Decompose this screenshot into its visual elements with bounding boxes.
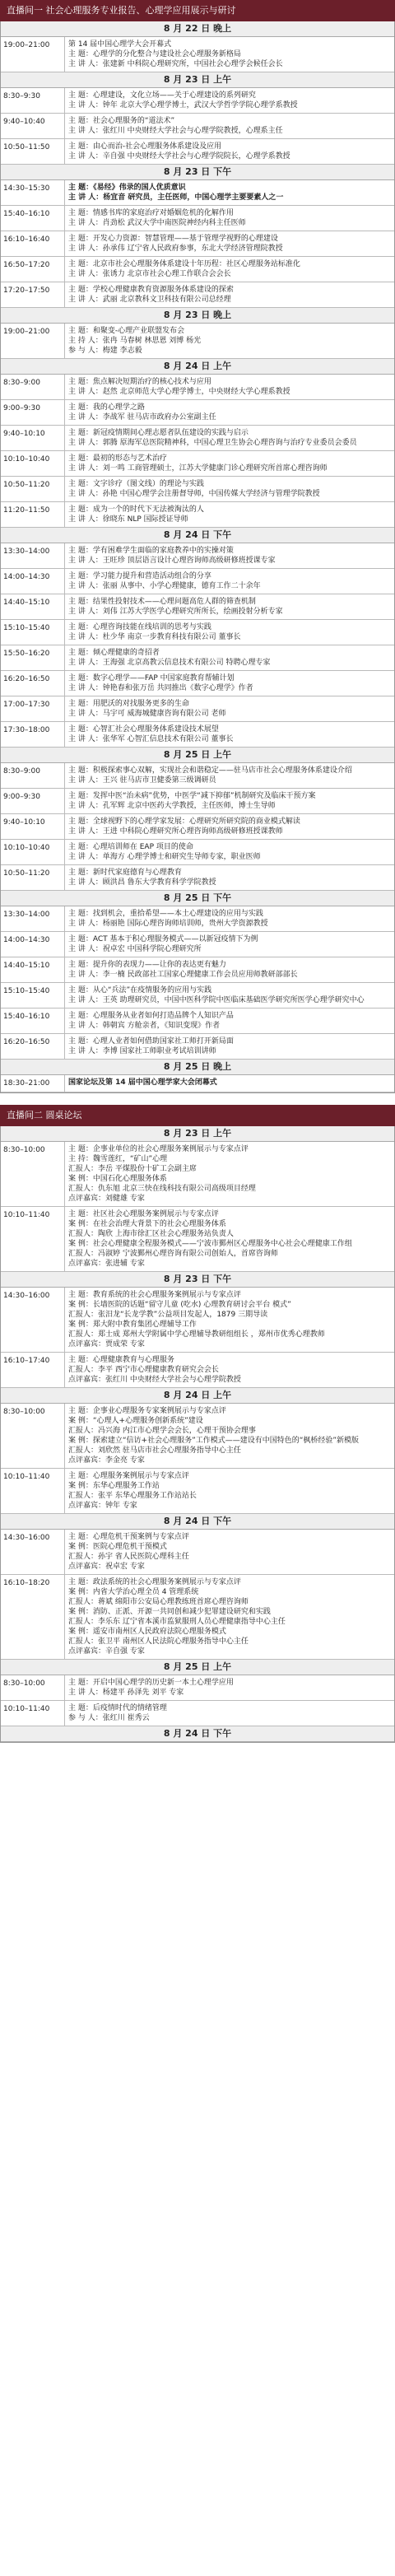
session-line: 点评嘉宾：李金亮 专家 <box>68 1456 145 1465</box>
schedule-row <box>1 1009 394 1034</box>
session-line: 主 讲 人：王海强 北京高教云信息技术有限公司 特聘心理专家 <box>68 659 271 667</box>
session-line: 案 例：郑大附中教育集团心理辅导工作 <box>68 1321 197 1329</box>
session-line: 主 讲 人：单海方 心理学博士和研究生导师专家，职业医师 <box>68 853 261 861</box>
session-line: 案 例：消防、正派、开源一共同创和减少犯罪建设研究和实践 <box>68 1608 271 1616</box>
time-slot: 8:30–9:00 <box>1 763 65 788</box>
session-line: 案 例：“心理人+心理服务创新系统”建设 <box>68 1417 203 1425</box>
schedule-row <box>1 1675 394 1701</box>
schedule-row <box>1 932 394 957</box>
time-slot: 14:30–16:00 <box>1 1530 65 1574</box>
session-line: 主 题：心理学的分化整合与建设社会心理服务新格局 <box>68 50 241 58</box>
session-line: 主 讲 人：辛自强 中央财经大学社会与心理学院院长，心理学系教授 <box>68 152 290 161</box>
time-slot: 8:30–10:00 <box>1 1404 65 1468</box>
day-header: 8 月 25 日 上午 <box>1 1660 394 1675</box>
session-line: 汇报人：刘欣然 驻马店市社会心理服务指导中心主任 <box>68 1446 241 1455</box>
day-header: 8 月 25 日 下午 <box>1 891 394 906</box>
time-slot: 17:20–17:50 <box>1 282 65 307</box>
session-line: 主 题：《易经》伟录的国人优质意识 <box>68 184 186 192</box>
session-line: 主 题：提升你的表现力——让你的表达更有魅力 <box>68 961 226 969</box>
session-line: 主 题：开发心力资源：智慧管理——基于管理学视野的心理建设 <box>68 235 278 243</box>
session-line: 主 讲 人：韩朝宾 方舱亲者，《知识变现》作者 <box>68 1022 221 1030</box>
time-slot: 8:30–10:00 <box>1 1675 65 1700</box>
session-line: 汇报人：冯兴海 内江市心理学会会长，心理干预协会理事 <box>68 1427 256 1435</box>
schedule-row <box>1 763 394 789</box>
time-slot: 10:10–10:40 <box>1 840 65 864</box>
banner-title: 直播间二 圆桌论坛 <box>7 1110 82 1120</box>
session-line: 主 讲 人：郭腾 原海军总医院精神科，中国心理卫生协会心理咨询与治疗专业委员会委员 <box>68 439 357 447</box>
schedule-row <box>1 1034 394 1060</box>
session-line: 主 讲 人：杨宜音 研究员，主任医师，中国心理学主要要素人之一 <box>68 193 284 202</box>
session-line: 主 题：企事业心理服务专家案例展示与专家点评 <box>68 1407 226 1415</box>
session-details <box>65 477 394 501</box>
session-details <box>65 231 394 256</box>
session-line: 点评嘉宾：祝卓宏 专家 <box>68 1563 145 1571</box>
session-line: 主 题：心理人业者如何借助国家社工师打开新局面 <box>68 1037 234 1046</box>
session-line: 主 题：学习能力提升和营造活动组合的分享 <box>68 572 211 580</box>
session-line: 主 题：政法系统的社会心理服务案例展示与专家点评 <box>68 1578 241 1586</box>
session-line: 主 题：从心“兵法”在疫情服务的应用与实践 <box>68 986 212 995</box>
schedule-row <box>1 1075 394 1092</box>
session-details <box>65 1288 394 1352</box>
schedule-row <box>1 620 394 645</box>
banner-title: 直播间一 社会心理服务专业报告、心理学应用展示与研讨 <box>7 5 236 16</box>
schedule-row <box>1 957 394 983</box>
schedule-row <box>1 114 394 139</box>
session-line: 主 题：心智汇社会心理服务体系建设技术展望 <box>68 725 219 734</box>
session-line: 主 讲 人：孙艳 中国心理学会注册督导师，中国传媒大学经济与管理学院教授 <box>68 490 320 498</box>
session-details <box>65 1034 394 1059</box>
session-line: 主 题：社区社会心理服务案例展示与专家点评 <box>68 1210 219 1218</box>
time-slot: 14:40–15:10 <box>1 957 65 982</box>
session-line: 主 题：企事业单位的社会心理服务案例展示与专家点评 <box>68 1145 249 1153</box>
time-slot: 10:50–11:20 <box>1 865 65 890</box>
schedule-row <box>1 569 394 594</box>
session-details <box>65 906 394 931</box>
session-line: 主 讲 人：王旺珍 顶层语言设计心理咨询师高级研修班授课专家 <box>68 557 276 565</box>
session-details <box>65 1009 394 1033</box>
session-line: 主 讲 人：李一楠 民政部社工国家心理健康工作会员应用师教研部部长 <box>68 971 298 979</box>
session-line: 主 题：开启中国心理学的历史新一本土心理学应用 <box>68 1679 234 1687</box>
session-line: 参 与 人：梅建 李志毅 <box>68 347 142 355</box>
session-line: 主 讲 人：杜少华 南京一步教育科技有限公司 董事长 <box>68 633 241 641</box>
time-slot: 9:40–10:10 <box>1 814 65 839</box>
session-details <box>65 1675 394 1700</box>
schedule-row <box>1 231 394 257</box>
session-details <box>65 324 394 358</box>
schedule-row <box>1 906 394 932</box>
session-line: 主 讲 人：祝卓宏 中国科学院心理研究所 <box>68 945 202 953</box>
day-header: 8 月 23 日 上午 <box>1 72 394 88</box>
spacer <box>0 1093 395 1105</box>
day-header: 8 月 24 日 上午 <box>1 1388 394 1404</box>
time-slot: 10:10–11:40 <box>1 1701 65 1726</box>
session-line: 主 讲 人：王兴 驻马店市卫健委第三级调研员 <box>68 776 216 785</box>
schedule-row <box>1 1530 394 1575</box>
time-slot: 15:40–16:10 <box>1 1009 65 1033</box>
schedule-row <box>1 451 394 477</box>
session-line: 主 题：后疫情时代的情绪管理 <box>68 1704 167 1712</box>
schedule-row <box>1 37 394 72</box>
session-details <box>65 37 394 72</box>
time-slot: 16:50–17:20 <box>1 257 65 282</box>
session-details <box>65 1530 394 1574</box>
session-line: 点评嘉宾：钟年 专家 <box>68 1502 137 1510</box>
session-details <box>65 671 394 696</box>
session-line: 点评嘉宾：刘健雄 专家 <box>68 1195 145 1203</box>
time-slot: 17:30–18:00 <box>1 722 65 747</box>
time-slot: 16:20–16:50 <box>1 1034 65 1059</box>
session-details <box>65 114 394 138</box>
session-line: 主 题：用肥沃的对找服务更多的生命 <box>68 700 189 708</box>
schedule-row <box>1 543 394 569</box>
schedule-row <box>1 1575 394 1660</box>
session-line: 主 讲 人：肖劲松 武汉大学中南医院神经内科主任医师 <box>68 219 246 227</box>
day-header: 8 月 23 日 下午 <box>1 165 394 180</box>
session-details <box>65 1701 394 1726</box>
session-details <box>65 1469 394 1513</box>
time-slot: 16:10–17:40 <box>1 1353 65 1387</box>
schedule-row <box>1 324 394 359</box>
session-line: 主 讲 人：王英 助理研究员，中国中医科学院中医临床基础医学研究所医学心理学研究中心 <box>68 996 365 1004</box>
session-line: 主 题：由心而治-社会心理服务体系建设及应用 <box>68 142 222 151</box>
session-line: 主 题：新冠疫情期间心理志愿者队伍建设的实践与启示 <box>68 429 249 437</box>
day-header: 8 月 22 日 晚上 <box>1 21 394 37</box>
session-details <box>65 569 394 594</box>
banner-livestream-1 <box>0 0 395 21</box>
banner-livestream-2 <box>0 1105 395 1126</box>
session-details <box>65 594 394 619</box>
session-line: 主 题：全球视野下的心理学家发展：心理研究所研究院的商业模式解读 <box>68 818 300 826</box>
session-line: 主 题：学校心理健康教育资源服务体系建设的探索 <box>68 286 234 294</box>
session-details <box>65 451 394 476</box>
session-line: 主 题：和聚变-心理产业联盟发布会 <box>68 327 185 335</box>
schedule-table <box>0 1126 395 1743</box>
day-header: 8 月 24 日 下午 <box>1 1514 394 1530</box>
session-details <box>65 1142 394 1206</box>
session-details <box>65 375 394 399</box>
session-line: 案 例：长墙医院的话题“留守儿童 (吃水) 心理教育研讨会平台 模式” <box>68 1301 291 1309</box>
time-slot: 15:10–15:40 <box>1 620 65 645</box>
session-details <box>65 1575 394 1659</box>
day-header: 8 月 25 日 上午 <box>1 748 394 763</box>
day-header: 8 月 24 日 下午 <box>1 528 394 543</box>
schedule-row <box>1 1288 394 1353</box>
session-line: 点评嘉宾：贾成荣 专家 <box>68 1340 145 1349</box>
session-line: 主 题：结果性投射技术——心理问题高危人群的筛查机制 <box>68 598 256 606</box>
schedule-row <box>1 88 394 114</box>
schedule-row <box>1 645 394 671</box>
schedule-row <box>1 865 394 891</box>
session-details <box>65 983 394 1008</box>
session-line: 主 讲 人：张诱力 北京市社会心理工作联合会会长 <box>68 270 231 278</box>
schedule-row <box>1 1701 394 1726</box>
session-line: 主 讲 人：孔军辉 北京中医药大学教授，主任医师，博士生导师 <box>68 802 276 810</box>
session-details <box>65 139 394 164</box>
session-line: 汇报人：张汨龙“长龙学教”公益项目发起人，1879 三期导读 <box>68 1311 268 1319</box>
session-details <box>65 789 394 813</box>
session-line: 汇报人：张平 东华心理服务工作站站长 <box>68 1492 197 1500</box>
time-slot: 19:00–21:00 <box>1 324 65 358</box>
schedule-row <box>1 1207 394 1272</box>
schedule-row <box>1 206 394 231</box>
session-line: 汇报人：郑士成 郑州大学附属中学心理辅导教研组组长 ，郑州市优秀心理教师 <box>68 1330 325 1339</box>
session-line: 主 题：成为一个的时代下无法被淘汰的人 <box>68 505 204 514</box>
session-line: 主 讲 人：武丽 北京教科文卫科技有限公司总经理 <box>68 296 231 304</box>
session-details <box>65 696 394 721</box>
schedule-row <box>1 696 394 722</box>
schedule-row <box>1 671 394 696</box>
session-line: 主 题：心理培训师在 EAP 项目的使命 <box>68 843 193 851</box>
time-slot: 9:40–10:40 <box>1 114 65 138</box>
schedule-row <box>1 814 394 840</box>
time-slot: 15:50–16:20 <box>1 645 65 670</box>
session-line: 汇报人：李岳 平煤股份十矿工会副主席 <box>68 1165 197 1173</box>
time-slot: 9:40–10:10 <box>1 426 65 450</box>
session-line: 国家论坛及第 14 届中国心理学家大会闭幕式 <box>68 1078 217 1087</box>
session-details <box>65 257 394 282</box>
schedule-row <box>1 1353 394 1388</box>
session-line: 案 例：遥安市南州区人民政府法院心理服务模式 <box>68 1628 226 1636</box>
session-details <box>65 88 394 113</box>
time-slot: 15:40–16:10 <box>1 206 65 231</box>
time-slot: 11:20–11:50 <box>1 502 65 527</box>
session-line: 案 例：社会心理健康全程服务模式——宁波市鄞州区心理服务中心社会心理健康工作组 <box>68 1240 352 1248</box>
session-details <box>65 840 394 864</box>
day-header: 8 月 24 日 下午 <box>1 1726 394 1742</box>
session-line: 主 讲 人：徐晓东 NLP 国际授证导师 <box>68 515 188 524</box>
session-line: 点评嘉宾：辛自强 专家 <box>68 1647 145 1656</box>
session-line: 主 讲 人：张华军 心智汇信息技术有限公司 董事长 <box>68 735 234 743</box>
session-line: 主 题：积极探索事心双解，实现社会和谐稳定——驻马店市社会心理服务体系建设介绍 <box>68 766 352 775</box>
schedule-row <box>1 139 394 165</box>
session-line: 主 持：魏雪莲红，“矿山”心理 <box>68 1155 168 1163</box>
time-slot: 14:40–15:10 <box>1 594 65 619</box>
day-header: 8 月 24 日 上午 <box>1 359 394 375</box>
session-line: 汇报人：张卫平 南州区人民法院心理服务指导中心主任 <box>68 1637 249 1646</box>
session-details <box>65 722 394 747</box>
session-details <box>65 1353 394 1387</box>
session-line: 主 题：找到机会，重拾希望——本土心理建设的应用与实践 <box>68 910 263 918</box>
session-line: 案 例：中国石化心理服务体系 <box>68 1175 167 1183</box>
time-slot: 16:10–16:40 <box>1 231 65 256</box>
session-line: 参 与 人：张红川 崔秀云 <box>68 1714 150 1722</box>
session-details <box>65 763 394 788</box>
time-slot: 8:30–9:00 <box>1 375 65 399</box>
session-line: 主 讲 人：杨建平 孙泽先 刘平 专家 <box>68 1689 184 1697</box>
schedule-row <box>1 789 394 814</box>
session-line: 汇报人：李乐东 辽宁省本溪市监狱服刑人员心理健康指导中心主任 <box>68 1618 286 1626</box>
day-header: 8 月 25 日 晚上 <box>1 1060 394 1075</box>
session-line: 案 例：在社会治理大背景下的社会心理服务体系 <box>68 1220 226 1228</box>
session-line: 点评嘉宾：张红川 中央财经大学社会与心理学院教授 <box>68 1376 241 1384</box>
session-line: 案 例：医院心理危机干预模式 <box>68 1543 167 1551</box>
day-header: 8 月 23 日 下午 <box>1 1272 394 1288</box>
session-line: 主 题：情感书库的家庭治疗对婚姻危机的化解作用 <box>68 209 234 217</box>
time-slot: 16:20–16:50 <box>1 671 65 696</box>
session-line: 主 持 人：张冉 马春树 林思恩 刘博 杨光 <box>68 337 202 345</box>
session-line: 主 题：学有困难学生面临的家庭教养中的实操对策 <box>68 547 234 555</box>
session-details <box>65 282 394 307</box>
schedule-row <box>1 282 394 308</box>
schedule-row <box>1 983 394 1009</box>
session-details <box>65 400 394 425</box>
time-slot: 8:30–10:00 <box>1 1142 65 1206</box>
session-line: 汇报人：孙宇 省人民医院心理科主任 <box>68 1553 189 1561</box>
session-details <box>65 426 394 450</box>
session-line: 主 题：北京市社会心理服务体系建设十年历程：社区心理服务站标准化 <box>68 260 300 268</box>
time-slot: 10:10–11:40 <box>1 1207 65 1271</box>
time-slot: 18:30–21:00 <box>1 1075 65 1092</box>
session-line: 主 题：心理咨询技能在线培训的思考与实践 <box>68 623 211 631</box>
session-line: 主 讲 人：杨丽艳 国际心理咨询师培训师，贵州大学资源教授 <box>68 920 268 928</box>
session-line: 汇报人：陶欣 上海市徐汇区社会心理服务站负责人 <box>68 1230 234 1238</box>
schedule-row <box>1 400 394 426</box>
session-line: 主 讲 人：张建新 中科院心理研究所，中国社会心理学会候任会长 <box>68 60 283 68</box>
session-details <box>65 206 394 231</box>
day-header: 8 月 23 日 上午 <box>1 1126 394 1142</box>
session-line: 主 题：我的心理学之路 <box>68 403 145 412</box>
session-line: 案 例：内省大学治心理全员 4 管理系统 <box>68 1588 199 1596</box>
session-details <box>65 620 394 645</box>
session-line: 汇报人：仇东旭 北京三快在线科技有限公司高级项目经理 <box>68 1185 256 1193</box>
time-slot: 9:00–9:30 <box>1 400 65 425</box>
session-line: 主 讲 人：马宇可 威海城健康咨询有限公司 老师 <box>68 710 226 718</box>
day-header: 8 月 23 日 晚上 <box>1 308 394 324</box>
time-slot: 13:30–14:00 <box>1 543 65 568</box>
session-details <box>65 957 394 982</box>
schedule-row <box>1 502 394 528</box>
session-line: 主 题：心理危机干预案例与专家点评 <box>68 1533 189 1541</box>
session-line: 主 讲 人：张红川 中央财经大学社会与心理学院教授，心理系主任 <box>68 127 283 135</box>
session-line: 主 讲 人：孙承伟 辽宁省人民政府参事，东北大学经济管理院教授 <box>68 245 283 253</box>
session-details <box>65 502 394 527</box>
session-line: 主 题：发挥中医“治未病”优势，中医学“减下抑郁”机制研究及临床干预方案 <box>68 792 316 800</box>
session-line: 主 讲 人：刘伟 江苏大学医学心理研究所所长，绘画投射分析专家 <box>68 608 283 616</box>
session-line: 主 题：最初的形态与艺术治疗 <box>68 454 167 463</box>
session-line: 主 讲 人：钟艳春和张万岳 共同推出《数字心理学》作者 <box>68 684 253 692</box>
time-slot: 14:30–15:30 <box>1 180 65 205</box>
schedule-row <box>1 1469 394 1514</box>
schedule-row <box>1 840 394 865</box>
time-slot: 19:00–21:00 <box>1 37 65 72</box>
time-slot: 8:30–9:30 <box>1 88 65 113</box>
session-line: 主 讲 人：李博 国家社工师职业考试培训讲师 <box>68 1047 216 1055</box>
session-details <box>65 543 394 568</box>
schedule-table <box>0 21 395 1093</box>
session-details <box>65 180 394 205</box>
time-slot: 14:00–14:30 <box>1 569 65 594</box>
session-line: 主 讲 人：钟年 北京大学心理学博士，武汉大学哲学学院心理学系教授 <box>68 101 298 109</box>
session-details <box>65 932 394 957</box>
session-details <box>65 865 394 890</box>
session-line: 主 题：数字心理学——FAP 中国家庭教育帮辅计划 <box>68 674 235 682</box>
session-details <box>65 1207 394 1271</box>
session-line: 汇报人：李平 西宁市心理健康教育研究会会长 <box>68 1366 219 1374</box>
time-slot: 14:00–14:30 <box>1 932 65 957</box>
schedule-row <box>1 1142 394 1207</box>
session-line: 主 题：倾心理健康的奇招者 <box>68 649 160 657</box>
session-line: 主 题：焦点解决短期治疗的核心技术与应用 <box>68 378 211 386</box>
session-details <box>65 814 394 839</box>
time-slot: 10:50–11:20 <box>1 477 65 501</box>
schedule-row <box>1 1404 394 1469</box>
session-details <box>65 1404 394 1468</box>
time-slot: 13:30–14:00 <box>1 906 65 931</box>
schedule-row <box>1 594 394 620</box>
session-line: 主 题：心理服务从业者如何打造品牌个人知识产品 <box>68 1012 234 1020</box>
session-details <box>65 1075 394 1092</box>
session-line: 主 讲 人：王进 中科院心理研究所心理咨询师高级研修班授课教师 <box>68 827 283 836</box>
time-slot: 16:10–18:20 <box>1 1575 65 1659</box>
session-details <box>65 645 394 670</box>
session-line: 主 讲 人：赵然 北京师范大学心理学博士，中央财经大学心理系教授 <box>68 388 290 396</box>
session-line: 点评嘉宾：张进辅 专家 <box>68 1260 145 1268</box>
session-line: 主 题：新时代家庭德育与心理教育 <box>68 869 182 877</box>
schedule-row <box>1 375 394 400</box>
time-slot: 15:10–15:40 <box>1 983 65 1008</box>
time-slot: 10:10–10:40 <box>1 451 65 476</box>
session-line: 案 例：探索建立“信访+社会心理服务”工作模式——建设有中国特色的“枫桥经验”新模版 <box>68 1437 360 1445</box>
schedule-row <box>1 180 394 206</box>
session-line: 汇报人：冯淑婷 宁波鄞州心理咨询有限公司创始人，首席咨询师 <box>68 1250 278 1258</box>
schedule-row <box>1 477 394 502</box>
time-slot: 10:10–11:40 <box>1 1469 65 1513</box>
session-line: 主 讲 人：李战军 驻马店市政府办公室副主任 <box>68 413 216 422</box>
session-line: 主 题：ACT 基本于积心理服务模式——以新冠疫情下为例 <box>68 935 258 943</box>
session-line: 主 题：心理健康教育与心理服务 <box>68 1356 174 1364</box>
session-line: 主 讲 人：张丽 从事中、小学心理健康，德育工作二十余年 <box>68 582 261 590</box>
session-line: 主 讲 人：刘一鸣 工商管理硕士，江苏大学健康门诊心理研究所首席心理咨询师 <box>68 464 328 473</box>
schedule-row <box>1 426 394 451</box>
schedule-row <box>1 722 394 748</box>
session-line: 主 题：心理服务案例展示与专家点评 <box>68 1472 189 1480</box>
time-slot: 9:00–9:30 <box>1 789 65 813</box>
session-line: 主 题：心理建设，文化立场——关于心理建设的系列研究 <box>68 91 256 100</box>
time-slot: 17:00–17:30 <box>1 696 65 721</box>
session-line: 主 题：教育系统的社会心理服务案例展示与专家点评 <box>68 1291 241 1299</box>
session-line: 汇报人：蒋斌 绵阳市公安局心理教练班首席心理咨询师 <box>68 1598 249 1606</box>
session-line: 案 例：东华心理服务工作站 <box>68 1482 160 1490</box>
session-line: 主 题：社会心理服务的“道法术” <box>68 117 175 125</box>
schedule-row <box>1 257 394 282</box>
session-line: 第 14 届中国心理学大会开幕式 <box>68 40 172 49</box>
session-line: 主 题：文字诊疗（图文线）的理论与实践 <box>68 480 204 488</box>
time-slot: 10:50–11:50 <box>1 139 65 164</box>
time-slot: 14:30–16:00 <box>1 1288 65 1352</box>
session-line: 主 讲 人：顾洪昌 鲁东大学教育科学学院教授 <box>68 878 216 887</box>
